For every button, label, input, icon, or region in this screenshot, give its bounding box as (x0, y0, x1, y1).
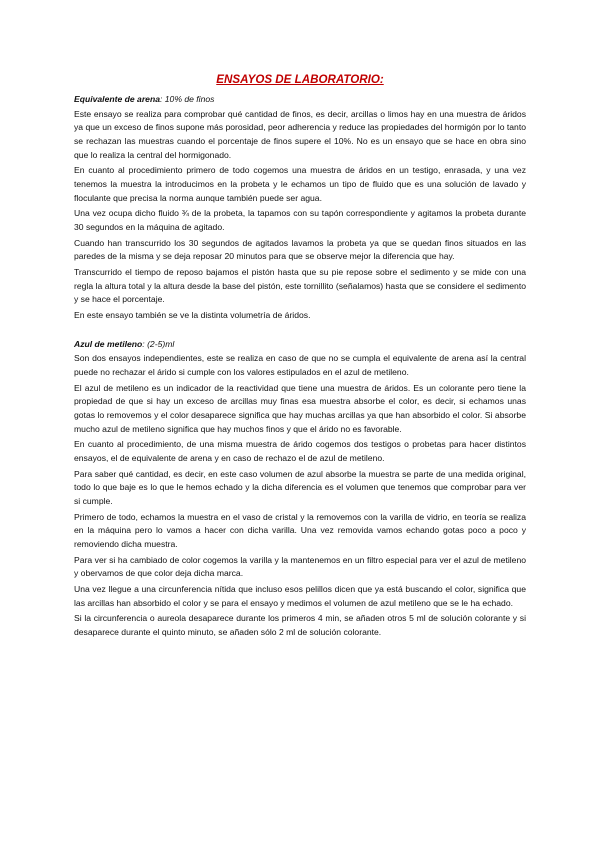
paragraph: Son dos ensayos independientes, este se realiza en caso de que no se cumpla el equivalente de arena así la central puede no rechazar el árido si cumple con los valores estipulados en el azul de metileno. (74, 353, 526, 377)
section-heading-separator: : (159, 94, 165, 104)
document-title: ENSAYOS DE LABORATORIO: (216, 73, 384, 86)
paragraph: Transcurrido el tiempo de reposo bajamos el pistón hasta que su pie repose sobre el sedimento y se mide con una regla la altura total y la altura desde la base del pistón, este tornillito (señalamos) hasta que se considere el sedimento y se hace el porcentaje. (74, 267, 526, 305)
section-heading-value: (2-5)ml (147, 338, 175, 349)
paragraph: Una vez llegue a una circunferencia nítida que incluso esos pelillos dicen que ya está buscando el color, significa que las arcillas han absorbido el color y se para el ensayo y medimos el volumen de azul metileno que se le ha echado. (74, 583, 526, 608)
section-spacer (74, 325, 526, 338)
section-heading-name: Equivalente de arena (74, 94, 160, 104)
paragraph: El azul de metileno es un indicador de la reactividad que tiene una muestra de áridos. Es un colorante pero tiene la propiedad de que si hay un exceso de arcillas muy finas esa muestra absorbe el color, es decir, si echamos unas gotas lo removemos y el color desaparece significa que hay muchas arcillas ya que han absorbido el color. Si absorbe mucho azul de metileno significa que hay muchos finos y que el árido no es favorable. (74, 382, 526, 434)
paragraph: Este ensayo se realiza para comprobar qué cantidad de finos, es decir, arcillas o limos hay en una muestra de áridos ya que un exceso de finos supone más porosidad, peor adherencia y reduce las propiedades del hormigón por lo tanto se rechazan las muestras cuando el porcentaje de finos supere el 10%. No es un ensayo que se hace en obra sino que lo realiza la central del hormigonado. (74, 108, 526, 160)
paragraph: Cuando han transcurrido los 30 segundos de agitados lavamos la probeta ya que se quedan finos situados en las paredes de la misma y se deja reposar 20 minutos para que se observe mejor la diferencia que hay. (74, 237, 526, 262)
paragraph: Una vez ocupa dicho fluido ¾ de la probeta, la tapamos con su tapón correspondiente y agitamos la probeta durante 30 segundos en la máquina de agitado. (74, 208, 526, 233)
paragraph: Para saber qué cantidad, es decir, en este caso volumen de azul absorbe la muestra se parte de una medida original, todo lo que baje es lo que le hemos echado y la dicha diferencia es el volumen que tenemos que comprobar para ver si cumple. (74, 468, 526, 506)
paragraph: Para ver si ha cambiado de color cogemos la varilla y la mantenemos en un filtro especial para ver el azul de metileno y obervamos de que color deja dicha marca. (74, 554, 526, 579)
section-azul-de-metileno (74, 338, 526, 640)
paragraph: En cuanto al procedimiento primero de todo cogemos una muestra de áridos en un testigo, enrasada, y una vez tenemos la muestra la introducimos en la probeta y le echamos un tipo de fluido que es una solución de lavado y floculante que precisa la norma aunque también puede ser agua. (74, 165, 526, 203)
paragraph: Si la circunferencia o aureola desaparece durante los primeros 4 min, se añaden otros 5 ml de solución colorante y si desaparece durante el quinto minuto, se añaden sólo 2 ml de solución colorante. (74, 613, 526, 637)
section-heading (74, 93, 526, 107)
paragraph: Primero de todo, echamos la muestra en el vaso de cristal y la removemos con la varilla de vidrio, en teoría se realiza en la máquina pero lo vamos a hacer con dicha varilla. Una vez removida vamos echando gotas poco a poco y removiendo dicha muestra. (74, 511, 526, 549)
paragraph: En este ensayo también se ve la distinta volumetría de áridos. (74, 310, 311, 320)
section-equivalente-de-arena (74, 93, 526, 323)
section-heading-value: 10% de finos (164, 94, 215, 104)
section-heading (74, 338, 526, 352)
section-heading-name: Azul de metileno (74, 338, 143, 349)
paragraph: En cuanto al procedimiento, de una misma muestra de árido cogemos dos testigos o probetas para hacer distintos ensayos, el de equivalente de arena y en caso de rechazo el de azul de metileno. (74, 439, 526, 463)
section-heading-separator: : (142, 338, 148, 349)
